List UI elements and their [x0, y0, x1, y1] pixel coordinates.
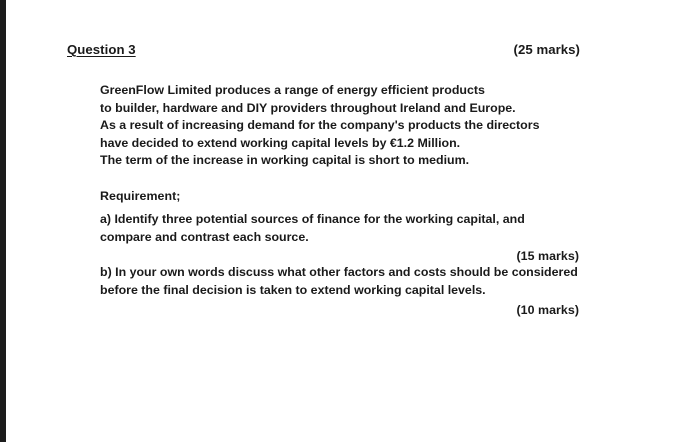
part-b-line: before the final decision is taken to extend working capital levels.	[100, 283, 486, 297]
part-a-line: compare and contrast each source.	[100, 230, 309, 244]
requirement-part-a	[100, 210, 525, 246]
intro-line: As a result of increasing demand for the company's products the directors	[100, 118, 540, 132]
requirement-part-b	[100, 263, 578, 299]
question-total-marks: (25 marks)	[513, 42, 580, 57]
requirement-heading: Requirement;	[100, 189, 181, 203]
part-a-marks: (15 marks)	[516, 249, 579, 263]
intro-line: have decided to extend working capital levels by €1.2 Million.	[100, 135, 461, 150]
page-left-border	[0, 0, 6, 442]
part-a-line: a) Identify three potential sources of finance for the working capital, and	[100, 212, 525, 226]
intro-line: The term of the increase in working capital is short to medium.	[100, 153, 470, 167]
part-b-marks: (10 marks)	[516, 303, 579, 317]
part-b-line: b) In your own words discuss what other factors and costs should be considered	[100, 265, 578, 279]
intro-line: GreenFlow Limited produces a range of energy efficient products	[100, 83, 485, 97]
question-intro	[100, 82, 539, 170]
intro-line: to builder, hardware and DIY providers throughout Ireland and Europe.	[100, 100, 516, 115]
question-title: Question 3	[67, 42, 136, 57]
